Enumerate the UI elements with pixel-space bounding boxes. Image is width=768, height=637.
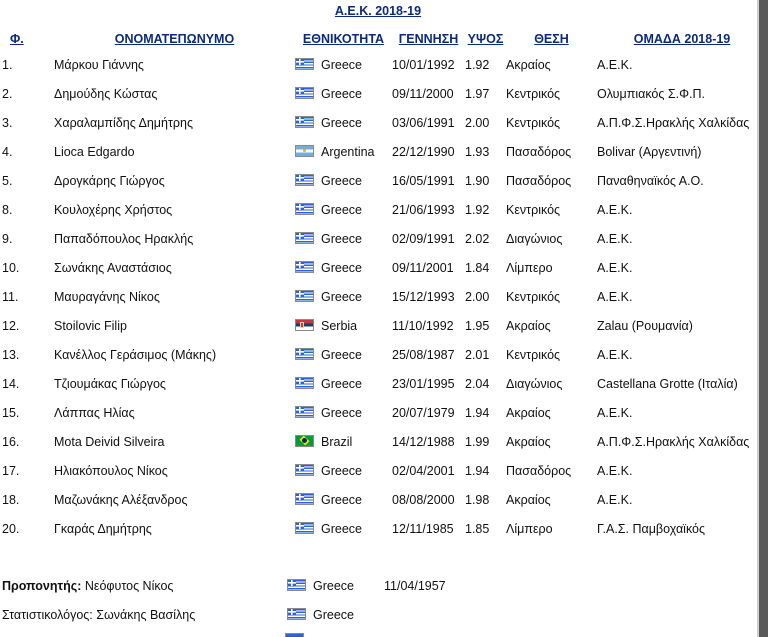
player-birth: 25/08/1987 (392, 347, 455, 362)
player-birth: 14/12/1988 (392, 434, 455, 449)
brazil-flag-icon (295, 435, 314, 447)
roster-body (0, 50, 767, 543)
header-team: ΟΜΑΔΑ 2018-19 (633, 32, 731, 46)
greece-flag-icon (295, 174, 314, 186)
player-num: 20. (2, 521, 20, 536)
player-height: 1.94 (465, 463, 490, 478)
player-team: Castellana Grotte (Ιταλία) (597, 376, 738, 391)
player-nationality-cell (295, 427, 392, 456)
player-position: Πασαδόρος (506, 144, 572, 159)
player-team: Α.Π.Φ.Σ.Ηρακλής Χαλκίδας (597, 434, 750, 449)
player-height: 1.97 (465, 86, 490, 101)
coach-name: Νεόφυτος Νίκος (84, 578, 174, 593)
player-team: Γ.Α.Σ. Παμβοχαϊκός (597, 521, 706, 536)
player-height: 1.90 (465, 173, 490, 188)
greece-flag-icon (295, 493, 314, 505)
greece-flag-icon (287, 579, 306, 591)
coach-nationality: Greece (313, 578, 354, 593)
player-nationality-cell (295, 195, 392, 224)
player-birth: 09/11/2000 (392, 86, 454, 101)
player-height: 2.02 (465, 231, 490, 246)
staff-row-statistician (0, 600, 457, 629)
player-birth: 02/09/1991 (392, 231, 455, 246)
player-team: Α.Ε.Κ. (597, 347, 633, 362)
statistician-birth (384, 600, 457, 629)
player-height: 1.92 (465, 57, 490, 72)
player-nationality: Brazil (321, 434, 353, 449)
player-position: Κεντρικός (506, 347, 561, 362)
player-height: 1.94 (465, 405, 490, 420)
player-name: Γκαράς Δημήτρης (54, 521, 152, 536)
page-title: Α.Ε.Κ. 2018-19 (334, 4, 422, 18)
player-height: 2.00 (465, 115, 490, 130)
player-name: Μαζωνάκης Αλέξανδρος (54, 492, 188, 507)
player-nationality-cell (295, 485, 392, 514)
player-nationality-cell (295, 340, 392, 369)
player-team: Α.Ε.Κ. (597, 463, 633, 478)
player-height: 1.95 (465, 318, 490, 333)
player-team: Ολυμπιακός Σ.Φ.Π. (597, 86, 706, 101)
player-birth: 08/08/2000 (392, 492, 455, 507)
player-nationality: Greece (321, 202, 362, 217)
player-nationality-cell (295, 456, 392, 485)
table-row (0, 195, 767, 224)
player-name: Δημούδης Κώστας (54, 86, 158, 101)
player-name: Λάππας Ηλίας (54, 405, 135, 420)
player-nationality-cell (295, 311, 392, 340)
player-birth: 02/04/2001 (392, 463, 455, 478)
player-birth: 03/06/1991 (392, 115, 455, 130)
player-position: Κεντρικός (506, 86, 561, 101)
player-height: 1.93 (465, 144, 490, 159)
table-row (0, 427, 767, 456)
player-birth: 16/05/1991 (392, 173, 455, 188)
player-birth: 10/01/1992 (392, 57, 455, 72)
player-name: Μαυραγάνης Νίκος (54, 289, 160, 304)
coach-label: Προπονητής: (2, 578, 82, 593)
greece-flag-icon (295, 87, 314, 99)
table-row (0, 369, 767, 398)
player-nationality: Greece (321, 231, 362, 246)
header-position: ΘΕΣΗ (534, 32, 569, 46)
player-position: Κεντρικός (506, 115, 561, 130)
header-birth: ΓΕΝΝΗΣΗ (398, 32, 459, 46)
player-num: 16. (2, 434, 20, 449)
player-birth: 23/01/1995 (392, 376, 455, 391)
player-position: Κεντρικός (506, 202, 561, 217)
partial-flag-icon (285, 633, 304, 637)
header-num: Φ. (10, 32, 24, 46)
player-name: Μάρκου Γιάννης (54, 57, 144, 72)
coach-birth: 11/04/1957 (384, 578, 446, 593)
table-row (0, 166, 767, 195)
player-birth: 15/12/1993 (392, 289, 455, 304)
argentina-flag-icon (295, 145, 314, 157)
player-birth: 09/11/2001 (392, 260, 454, 275)
player-nationality: Serbia (321, 318, 358, 333)
player-nationality: Greece (321, 405, 362, 420)
player-num: 12. (2, 318, 20, 333)
player-name: Τζιουμάκας Γιώργος (54, 376, 166, 391)
table-row (0, 79, 767, 108)
player-team: Α.Ε.Κ. (597, 260, 633, 275)
player-name: Κανέλλος Γεράσιμος (Μάκης) (54, 347, 217, 362)
player-team: Bolivar (Αργεντινή) (597, 144, 702, 159)
player-birth: 21/06/1993 (392, 202, 455, 217)
player-nationality-cell (295, 514, 392, 543)
player-num: 3. (2, 115, 13, 130)
table-row (0, 311, 767, 340)
player-height: 1.98 (465, 492, 490, 507)
staff-row-coach (0, 571, 457, 600)
player-num: 14. (2, 376, 20, 391)
staff-table (0, 571, 457, 629)
table-row (0, 253, 767, 282)
player-team: Zalau (Ρουμανία) (597, 318, 693, 333)
greece-flag-icon (295, 261, 314, 273)
roster-header-row (0, 28, 767, 50)
table-row (0, 137, 767, 166)
player-nationality-cell (295, 108, 392, 137)
player-position: Ακραίος (506, 57, 551, 72)
header-name: ΟΝΟΜΑΤΕΠΩΝΥΜΟ (114, 32, 235, 46)
player-nationality-cell (295, 137, 392, 166)
player-num: 5. (2, 173, 13, 188)
player-num: 18. (2, 492, 20, 507)
greece-flag-icon (295, 203, 314, 215)
player-position: Διαγώνιος (506, 231, 563, 246)
player-birth: 11/10/1992 (392, 318, 454, 333)
player-num: 2. (2, 86, 13, 101)
player-nationality-cell (295, 166, 392, 195)
player-team: Α.Ε.Κ. (597, 289, 633, 304)
player-name: Κουλοχέρης Χρήστος (54, 202, 173, 217)
statistician-name: Σωνάκης Βασίλης (96, 607, 196, 622)
player-position: Λίμπερο (506, 521, 553, 536)
player-nationality: Greece (321, 376, 362, 391)
player-height: 2.01 (465, 347, 490, 362)
roster-table (0, 28, 767, 543)
greece-flag-icon (295, 464, 314, 476)
table-row (0, 50, 767, 79)
player-height: 1.99 (465, 434, 490, 449)
player-position: Λίμπερο (506, 260, 553, 275)
player-nationality-cell (295, 253, 392, 282)
player-position: Πασαδόρος (506, 463, 572, 478)
player-position: Ακραίος (506, 318, 551, 333)
player-num: 17. (2, 463, 20, 478)
player-team: Παναθηναϊκός Α.Ο. (597, 173, 704, 188)
player-nationality-cell (295, 79, 392, 108)
player-nationality: Greece (321, 492, 362, 507)
table-row (0, 456, 767, 485)
coach-nationality-cell (287, 571, 384, 600)
greece-flag-icon (295, 522, 314, 534)
player-nationality: Greece (321, 521, 362, 536)
player-name: Δρογκάρης Γιώργος (54, 173, 165, 188)
player-position: Πασαδόρος (506, 173, 572, 188)
player-nationality: Greece (321, 289, 362, 304)
player-num: 4. (2, 144, 13, 159)
statistician-cell (0, 600, 287, 629)
player-name: Ηλιακόπουλος Νίκος (54, 463, 168, 478)
window-edge (757, 0, 768, 637)
player-height: 2.00 (465, 289, 490, 304)
player-position: Ακραίος (506, 405, 551, 420)
table-row (0, 282, 767, 311)
greece-flag-icon (295, 377, 314, 389)
greece-flag-icon (295, 290, 314, 302)
player-num: 1. (2, 57, 13, 72)
table-row (0, 398, 767, 427)
player-height: 1.85 (465, 521, 490, 536)
statistician-nationality-cell (287, 600, 384, 629)
player-nationality: Greece (321, 260, 362, 275)
player-num: 11. (2, 289, 19, 304)
player-position: Ακραίος (506, 492, 551, 507)
player-height: 1.92 (465, 202, 490, 217)
player-nationality-cell (295, 369, 392, 398)
statistician-nationality: Greece (313, 607, 354, 622)
player-nationality: Greece (321, 347, 362, 362)
header-height: ΥΨΟΣ (467, 32, 504, 46)
player-birth: 22/12/1990 (392, 144, 455, 159)
player-nationality-cell (295, 282, 392, 311)
greece-flag-icon (295, 406, 314, 418)
player-birth: 12/11/1985 (392, 521, 454, 536)
greece-flag-icon (287, 608, 306, 620)
table-row (0, 514, 767, 543)
greece-flag-icon (295, 116, 314, 128)
player-num: 9. (2, 231, 13, 246)
player-nationality: Greece (321, 173, 362, 188)
player-name: Mota Deivid Silveira (54, 434, 165, 449)
player-team: Α.Ε.Κ. (597, 492, 633, 507)
player-name: Χαραλαμπίδης Δημήτρης (54, 115, 193, 130)
player-nationality: Argentina (321, 144, 375, 159)
player-height: 2.04 (465, 376, 490, 391)
table-row (0, 224, 767, 253)
player-position: Κεντρικός (506, 289, 561, 304)
player-num: 8. (2, 202, 13, 217)
player-num: 10. (2, 260, 20, 275)
player-nationality: Greece (321, 463, 362, 478)
player-position: Διαγώνιος (506, 376, 563, 391)
player-position: Ακραίος (506, 434, 551, 449)
player-num: 13. (2, 347, 20, 362)
header-nationality: ΕΘΝΙΚΟΤΗΤΑ (302, 32, 385, 46)
player-team: Α.Ε.Κ. (597, 202, 633, 217)
player-nationality: Greece (321, 57, 362, 72)
player-nationality-cell (295, 224, 392, 253)
player-team: Α.Π.Φ.Σ.Ηρακλής Χαλκίδας (597, 115, 750, 130)
player-nationality: Greece (321, 115, 362, 130)
greece-flag-icon (295, 232, 314, 244)
player-nationality-cell (295, 398, 392, 427)
statistician-label: Στατιστικολόγος: (2, 607, 93, 622)
table-row (0, 340, 767, 369)
coach-cell (0, 571, 287, 600)
serbia-flag-icon (295, 319, 314, 331)
player-name: Stoilovic Filip (54, 318, 127, 333)
player-team: Α.Ε.Κ. (597, 231, 633, 246)
player-name: Παπαδόπουλος Ηρακλής (54, 231, 194, 246)
player-name: Lioca Edgardo (54, 144, 135, 159)
player-nationality: Greece (321, 86, 362, 101)
greece-flag-icon (295, 58, 314, 70)
table-row (0, 485, 767, 514)
player-num: 15. (2, 405, 20, 420)
table-row (0, 108, 767, 137)
player-birth: 20/07/1979 (392, 405, 455, 420)
player-team: Α.Ε.Κ. (597, 405, 633, 420)
player-nationality-cell (295, 50, 392, 79)
player-team: Α.Ε.Κ. (597, 57, 633, 72)
player-name: Σωνάκης Αναστάσιος (54, 260, 172, 275)
greece-flag-icon (295, 348, 314, 360)
player-height: 1.84 (465, 260, 490, 275)
